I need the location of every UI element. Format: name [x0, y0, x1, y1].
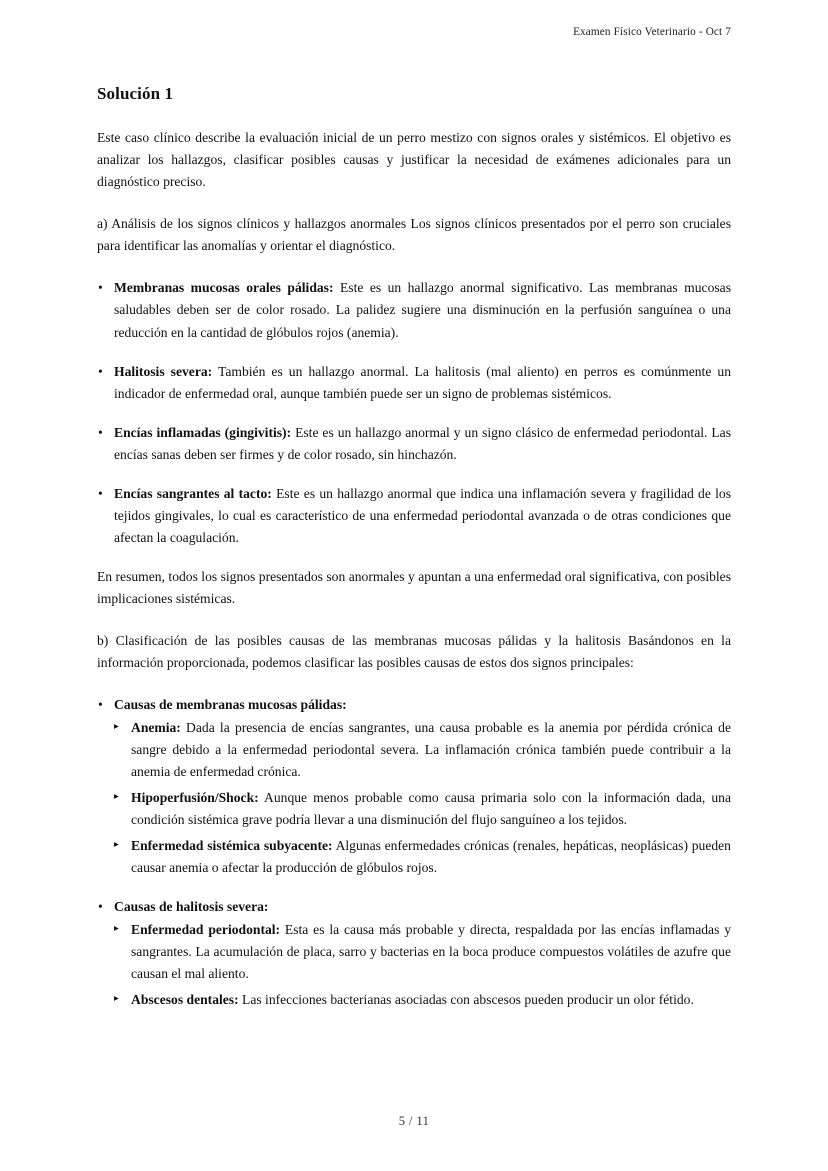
cause-lead: Hipoperfusión/Shock: [131, 789, 259, 805]
section-a-summary: En resumen, todos los signos presentados son anormales y apuntan a una enfermedad oral significativa, con posibles implicaciones sistémicas. [97, 568, 731, 606]
bullet-icon: • [98, 424, 103, 440]
list-item [97, 896, 731, 1011]
list-item [97, 277, 731, 343]
list-item [97, 483, 731, 549]
sub-bullet-icon: ▸ [114, 923, 119, 934]
sub-bullet-icon: ▸ [114, 791, 119, 802]
causes-list [97, 694, 731, 1011]
list-item [97, 422, 731, 466]
findings-list [97, 277, 731, 548]
bullet-icon: • [98, 485, 103, 501]
finding-lead: Encías inflamadas (gingivitis): [114, 424, 292, 440]
finding-lead: Membranas mucosas orales pálidas: [114, 280, 334, 296]
sub-list-item [114, 989, 731, 1011]
finding-lead: Encías sangrantes al tacto: [114, 485, 272, 501]
bullet-icon: • [98, 280, 103, 296]
cause-text: Las infecciones bacterianas asociadas con abscesos pueden producir un olor fétido. [238, 991, 694, 1007]
bullet-icon: • [98, 363, 103, 379]
cause-text: Dada la presencia de encías sangrantes, una causa probable es la anemia por pérdida crónica de sangre debido a la enfermedad periodontal severa. La inflamación crónica también puede contribuir a la anemia de enfermedad crónica. [131, 719, 731, 779]
cause-lead: Enfermedad sistémica subyacente: [131, 837, 333, 853]
sub-list-item [114, 835, 731, 879]
cause-lead: Abscesos dentales: [131, 991, 239, 1007]
section-b-intro: b) Clasificación de las posibles causas de las membranas mucosas pálidas y la halitosis Basándonos en la información proporcionada, podemos clasificar las posibles causas de estos dos signos principales: [97, 632, 731, 670]
cause-lead: Anemia: [131, 719, 181, 735]
sub-bullet-icon: ▸ [114, 993, 119, 1004]
sub-list-item [114, 919, 731, 985]
group-heading: Causas de membranas mucosas pálidas: [114, 696, 347, 712]
page-content [97, 84, 731, 1015]
finding-text: Este es un hallazgo anormal significativo. Las membranas mucosas saludables deben ser de color rosado. La palidez sugiere una disminución en la perfusión sanguínea o una reducción en la cantidad de glóbulos rojos (anemia). [114, 280, 731, 340]
intro-paragraph: Este caso clínico describe la evaluación inicial de un perro mestizo con signos orales y sistémicos. El objetivo es analizar los hallazgos, clasificar posibles causas y justificar la necesidad de exámenes adicionales para un diagnóstico preciso. [97, 130, 731, 190]
finding-text: Este es un hallazgo anormal que indica una inflamación severa y fragilidad de los tejidos gingivales, lo cual es característico de una enfermedad periodontal avanzada o de otras condiciones que afectan la coagulación. [114, 485, 732, 545]
running-head: Examen Físico Veterinario - Oct 7 [573, 26, 731, 38]
sub-list-item [114, 717, 731, 783]
sub-bullet-icon: ▸ [114, 839, 119, 850]
page-title: Solución 1 [97, 84, 174, 103]
list-item [97, 361, 731, 405]
list-item [97, 694, 731, 879]
bullet-icon: • [98, 898, 103, 914]
sub-list [114, 919, 731, 1011]
cause-text: Aunque menos probable como causa primaria solo con la información dada, una condición sistémica grave podría llevar a una disminución del flujo sanguíneo a los tejidos. [131, 789, 731, 827]
sub-list-item [114, 787, 731, 831]
bullet-icon: • [98, 696, 103, 712]
page-number: 5 / 11 [398, 1114, 430, 1128]
cause-lead: Enfermedad periodontal: [131, 921, 281, 937]
finding-text: También es un hallazgo anormal. La halitosis (mal aliento) en perros es comúnmente un indicador de enfermedad oral, aunque también puede ser un signo de problemas sistémicos. [114, 363, 732, 401]
group-heading: Causas de halitosis severa: [114, 898, 269, 914]
finding-lead: Halitosis severa: [114, 363, 213, 379]
sub-list [114, 717, 731, 879]
section-a-intro: a) Análisis de los signos clínicos y hallazgos anormales Los signos clínicos presentados por el perro son cruciales para identificar las anomalías y orientar el diagnóstico. [97, 216, 731, 254]
sub-bullet-icon: ▸ [114, 721, 119, 732]
cause-text: Esta es la causa más probable y directa, respaldada por las encías inflamadas y sangrantes. La acumulación de placa, sarro y bacterias en la boca produce compuestos volátiles de azufre que causan el mal aliento. [131, 921, 731, 981]
finding-text: Este es un hallazgo anormal y un signo clásico de enfermedad periodontal. Las encías sanas deben ser firmes y de color rosado, sin hinchazón. [114, 424, 731, 462]
cause-text: Algunas enfermedades crónicas (renales, hepáticas, neoplásicas) pueden causar anemia o afectar la producción de glóbulos rojos. [131, 837, 731, 875]
